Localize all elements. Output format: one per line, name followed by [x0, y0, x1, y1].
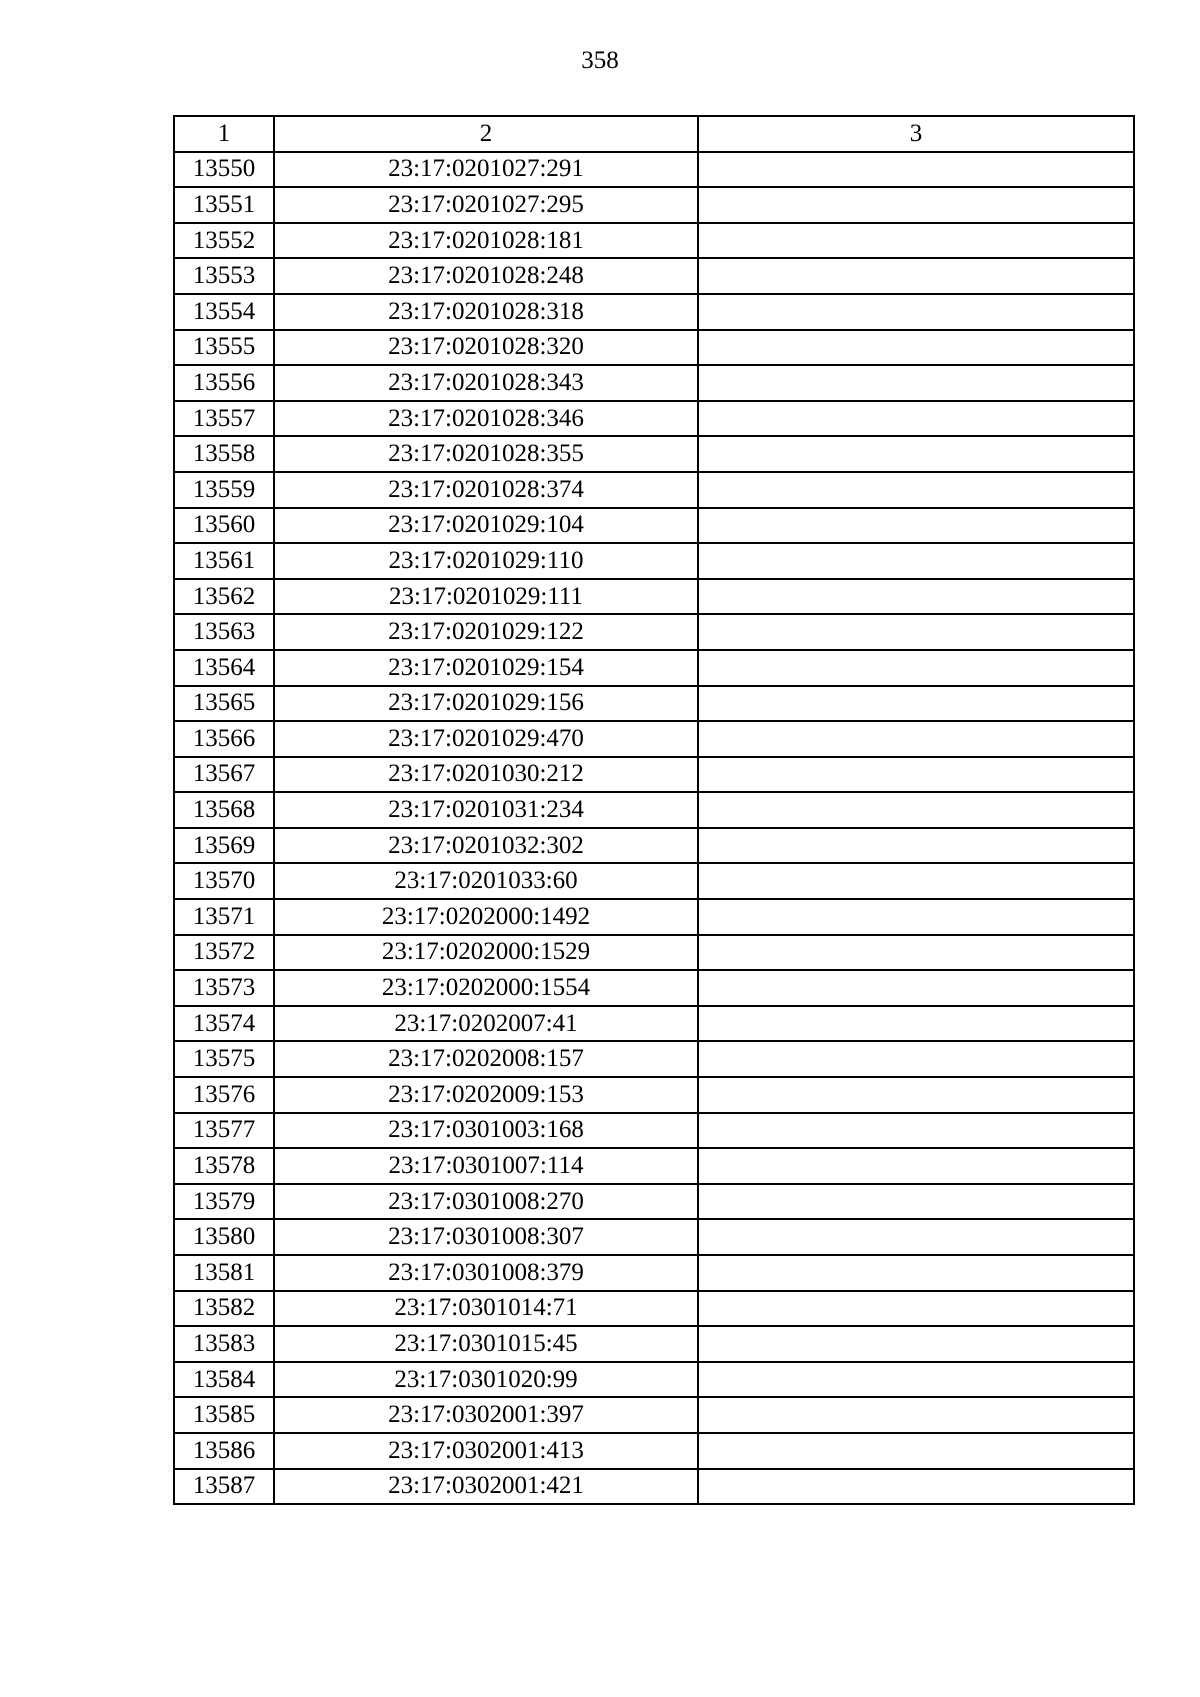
table-row	[174, 508, 1134, 544]
table-row	[174, 472, 1134, 508]
cadastral-number-cell: 23:17:0301007:114	[274, 1148, 698, 1184]
note-cell	[698, 365, 1134, 401]
table-row	[174, 1255, 1134, 1291]
cadastral-number-cell: 23:17:0201033:60	[274, 863, 698, 899]
table-row	[174, 1148, 1134, 1184]
note-cell	[698, 1291, 1134, 1327]
note-cell	[698, 863, 1134, 899]
row-number-cell: 13572	[174, 935, 274, 971]
table-row	[174, 1219, 1134, 1255]
row-number-cell: 13576	[174, 1077, 274, 1113]
cadastral-number-cell: 23:17:0202008:157	[274, 1041, 698, 1077]
header-cell-1: 1	[174, 116, 274, 152]
note-cell	[698, 650, 1134, 686]
table-row	[174, 899, 1134, 935]
cadastral-number-cell: 23:17:0201032:302	[274, 828, 698, 864]
row-number-cell: 13557	[174, 401, 274, 437]
note-cell	[698, 1041, 1134, 1077]
table-row	[174, 401, 1134, 437]
note-cell	[698, 1184, 1134, 1220]
row-number-cell: 13559	[174, 472, 274, 508]
note-cell	[698, 1469, 1134, 1505]
table-row	[174, 152, 1134, 188]
cadastral-number-cell: 23:17:0201028:355	[274, 436, 698, 472]
table-row	[174, 1291, 1134, 1327]
table-row	[174, 757, 1134, 793]
note-cell	[698, 828, 1134, 864]
table-row	[174, 294, 1134, 330]
cadastral-number-cell: 23:17:0201028:248	[274, 258, 698, 294]
note-cell	[698, 223, 1134, 259]
header-cell-2: 2	[274, 116, 698, 152]
cadastral-number-cell: 23:17:0201028:320	[274, 330, 698, 366]
note-cell	[698, 757, 1134, 793]
row-number-cell: 13560	[174, 508, 274, 544]
row-number-cell: 13561	[174, 543, 274, 579]
table-row	[174, 863, 1134, 899]
table-row	[174, 258, 1134, 294]
header-row	[174, 116, 1134, 152]
row-number-cell: 13565	[174, 686, 274, 722]
note-cell	[698, 187, 1134, 223]
cadastral-number-cell: 23:17:0201027:295	[274, 187, 698, 223]
cadastral-number-cell: 23:17:0202009:153	[274, 1077, 698, 1113]
row-number-cell: 13550	[174, 152, 274, 188]
note-cell	[698, 686, 1134, 722]
cadastral-number-cell: 23:17:0201027:291	[274, 152, 698, 188]
cadastral-number-cell: 23:17:0201028:346	[274, 401, 698, 437]
table-row	[174, 721, 1134, 757]
note-cell	[698, 543, 1134, 579]
cadastral-number-cell: 23:17:0302001:421	[274, 1469, 698, 1505]
header-cell-3: 3	[698, 116, 1134, 152]
table-row	[174, 828, 1134, 864]
table-row	[174, 330, 1134, 366]
note-cell	[698, 508, 1134, 544]
cadastral-number-cell: 23:17:0201029:111	[274, 579, 698, 615]
note-cell	[698, 1397, 1134, 1433]
cadastral-number-cell: 23:17:0201029:154	[274, 650, 698, 686]
row-number-cell: 13553	[174, 258, 274, 294]
note-cell	[698, 472, 1134, 508]
cadastral-number-cell: 23:17:0201028:343	[274, 365, 698, 401]
row-number-cell: 13569	[174, 828, 274, 864]
note-cell	[698, 152, 1134, 188]
cadastral-number-cell: 23:17:0201029:104	[274, 508, 698, 544]
row-number-cell: 13556	[174, 365, 274, 401]
row-number-cell: 13568	[174, 792, 274, 828]
cadastral-number-cell: 23:17:0202000:1554	[274, 970, 698, 1006]
note-cell	[698, 1255, 1134, 1291]
table-row	[174, 935, 1134, 971]
note-cell	[698, 1077, 1134, 1113]
cadastral-number-cell: 23:17:0201029:470	[274, 721, 698, 757]
row-number-cell: 13555	[174, 330, 274, 366]
cadastral-number-cell: 23:17:0302001:397	[274, 1397, 698, 1433]
note-cell	[698, 401, 1134, 437]
cadastral-number-cell: 23:17:0201029:122	[274, 614, 698, 650]
table-row	[174, 187, 1134, 223]
row-number-cell: 13574	[174, 1006, 274, 1042]
row-number-cell: 13579	[174, 1184, 274, 1220]
cadastral-number-cell: 23:17:0301014:71	[274, 1291, 698, 1327]
table-row	[174, 792, 1134, 828]
cadastral-number-cell: 23:17:0202000:1492	[274, 899, 698, 935]
cadastral-number-cell: 23:17:0201029:156	[274, 686, 698, 722]
cadastral-number-cell: 23:17:0301015:45	[274, 1326, 698, 1362]
note-cell	[698, 579, 1134, 615]
table-row	[174, 614, 1134, 650]
registry-table	[173, 115, 1135, 1505]
table-row	[174, 543, 1134, 579]
note-cell	[698, 899, 1134, 935]
table-row	[174, 970, 1134, 1006]
row-number-cell: 13578	[174, 1148, 274, 1184]
table-row	[174, 650, 1134, 686]
row-number-cell: 13580	[174, 1219, 274, 1255]
table-row	[174, 1397, 1134, 1433]
row-number-cell: 13551	[174, 187, 274, 223]
cadastral-number-cell: 23:17:0202000:1529	[274, 935, 698, 971]
row-number-cell: 13570	[174, 863, 274, 899]
cadastral-number-cell: 23:17:0302001:413	[274, 1433, 698, 1469]
table-row	[174, 1362, 1134, 1398]
table-row	[174, 1113, 1134, 1149]
cadastral-number-cell: 23:17:0201031:234	[274, 792, 698, 828]
table-body	[174, 152, 1134, 1505]
table-row	[174, 1006, 1134, 1042]
note-cell	[698, 1326, 1134, 1362]
note-cell	[698, 436, 1134, 472]
row-number-cell: 13577	[174, 1113, 274, 1149]
table-header	[174, 116, 1134, 152]
cadastral-number-cell: 23:17:0201030:212	[274, 757, 698, 793]
row-number-cell: 13581	[174, 1255, 274, 1291]
cadastral-number-cell: 23:17:0202007:41	[274, 1006, 698, 1042]
table-row	[174, 436, 1134, 472]
row-number-cell: 13567	[174, 757, 274, 793]
table-row	[174, 1326, 1134, 1362]
note-cell	[698, 258, 1134, 294]
table-row	[174, 579, 1134, 615]
row-number-cell: 13552	[174, 223, 274, 259]
table-row	[174, 365, 1134, 401]
note-cell	[698, 294, 1134, 330]
note-cell	[698, 970, 1134, 1006]
cadastral-number-cell: 23:17:0301020:99	[274, 1362, 698, 1398]
cadastral-number-cell: 23:17:0301003:168	[274, 1113, 698, 1149]
table-row	[174, 1469, 1134, 1505]
page-number: 358	[581, 47, 619, 74]
row-number-cell: 13584	[174, 1362, 274, 1398]
cadastral-number-cell: 23:17:0301008:307	[274, 1219, 698, 1255]
row-number-cell: 13563	[174, 614, 274, 650]
row-number-cell: 13585	[174, 1397, 274, 1433]
cadastral-number-cell: 23:17:0201029:110	[274, 543, 698, 579]
table-row	[174, 223, 1134, 259]
row-number-cell: 13575	[174, 1041, 274, 1077]
row-number-cell: 13583	[174, 1326, 274, 1362]
note-cell	[698, 1433, 1134, 1469]
note-cell	[698, 1148, 1134, 1184]
table-row	[174, 1433, 1134, 1469]
table-row	[174, 1041, 1134, 1077]
row-number-cell: 13558	[174, 436, 274, 472]
note-cell	[698, 1362, 1134, 1398]
table-row	[174, 686, 1134, 722]
note-cell	[698, 1113, 1134, 1149]
row-number-cell: 13571	[174, 899, 274, 935]
table-row	[174, 1184, 1134, 1220]
cadastral-number-cell: 23:17:0201028:374	[274, 472, 698, 508]
note-cell	[698, 330, 1134, 366]
note-cell	[698, 614, 1134, 650]
row-number-cell: 13573	[174, 970, 274, 1006]
cadastral-number-cell: 23:17:0201028:318	[274, 294, 698, 330]
row-number-cell: 13587	[174, 1469, 274, 1505]
note-cell	[698, 792, 1134, 828]
row-number-cell: 13554	[174, 294, 274, 330]
note-cell	[698, 1006, 1134, 1042]
row-number-cell: 13566	[174, 721, 274, 757]
note-cell	[698, 935, 1134, 971]
row-number-cell: 13562	[174, 579, 274, 615]
cadastral-number-cell: 23:17:0301008:270	[274, 1184, 698, 1220]
cadastral-number-cell: 23:17:0201028:181	[274, 223, 698, 259]
row-number-cell: 13564	[174, 650, 274, 686]
note-cell	[698, 721, 1134, 757]
note-cell	[698, 1219, 1134, 1255]
row-number-cell: 13586	[174, 1433, 274, 1469]
table-row	[174, 1077, 1134, 1113]
row-number-cell: 13582	[174, 1291, 274, 1327]
cadastral-number-cell: 23:17:0301008:379	[274, 1255, 698, 1291]
